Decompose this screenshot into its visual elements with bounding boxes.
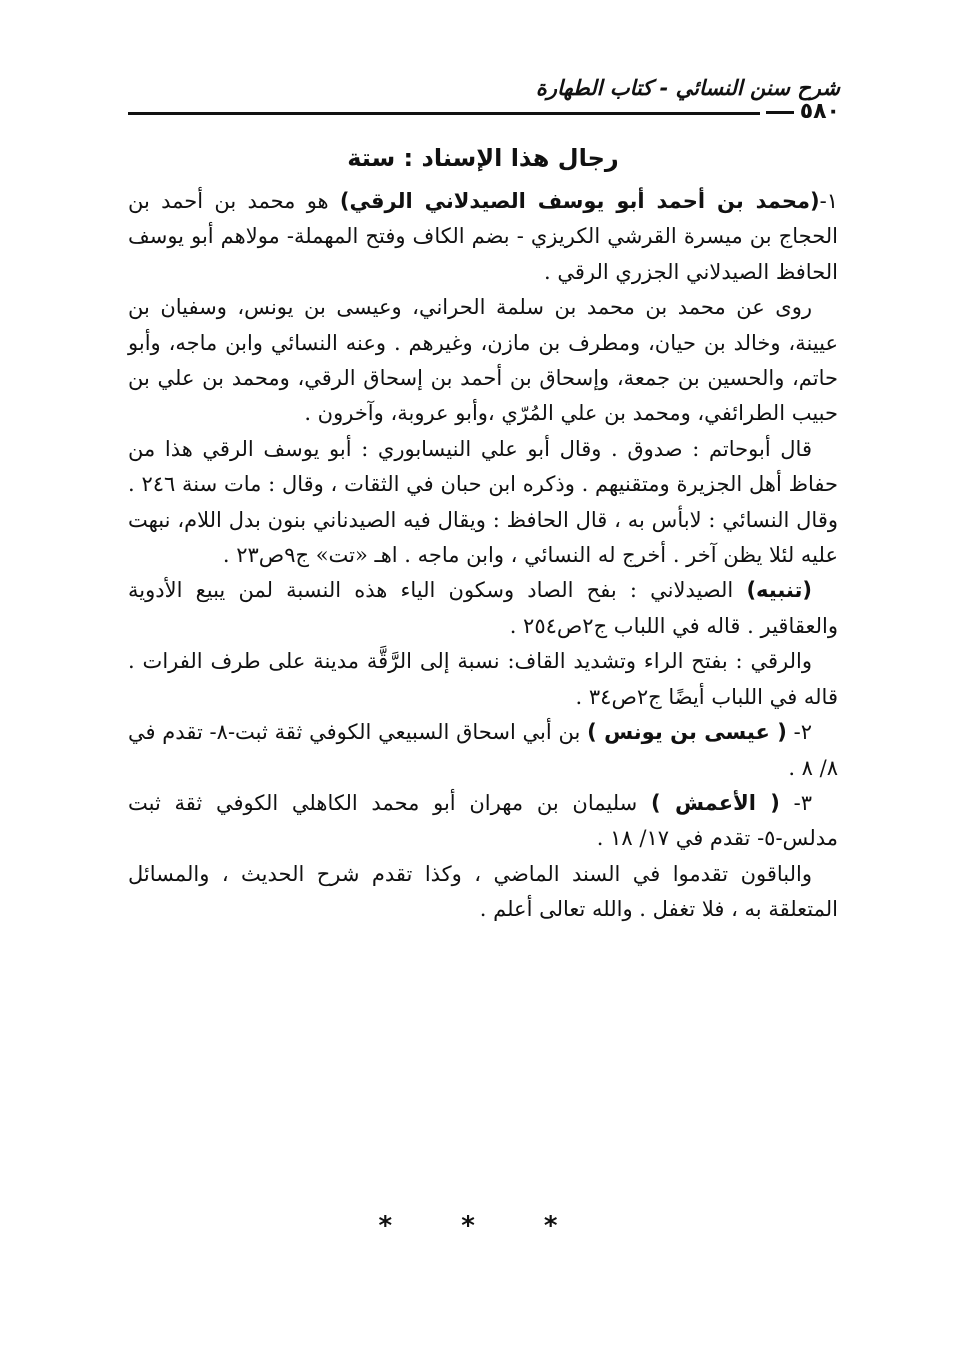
note-close-paren: ): [746, 578, 757, 603]
entry-3: [128, 786, 838, 857]
note-label: تنبيه: [756, 578, 803, 603]
note-paragraph: [128, 573, 838, 644]
end-mark: * * *: [378, 1211, 588, 1241]
page-number-value: ٥٨٠: [799, 99, 840, 124]
running-title: شرح سنن النسائي - كتاب الطهارة: [535, 76, 840, 100]
entry-2-number: ٢-: [793, 720, 812, 745]
entry-3-text: سليمان بن مهران أبو محمد الكاهلي الكوفي ثقة ثبت مدلس-٥- تقدم في ١٧/ ١٨ .: [128, 790, 838, 851]
entry-3-name: ( الأعمش ): [651, 790, 780, 815]
narrators-paragraph: روى عن محمد بن محمد بن سلمة الحراني، وعيسى بن يونس، وسفيان بن عيينة، وخالد بن حيان، ومطرف بن مازن، وغيرهم . وعنه النسائي وابن ماجه، وأبو حاتم، والحسين بن جمعة، وإسحاق بن أحمد بن إسحاق الرقي، ومحمد بن علي بن حبيب الطرائفي، ومحمد بن علي المُرّي ،وأبو عروبة، وآخرون .: [128, 295, 838, 426]
page-number: [770, 98, 840, 126]
header-rule: [128, 112, 760, 115]
entry-1-name: (محمد بن أحمد أبو يوسف الصيدلاني الرقي): [339, 189, 820, 213]
entry-2-name: ( عيسى بن يونس ): [587, 720, 787, 745]
raqqi-paragraph: والرقي : بفتح الراء وتشديد القاف: نسبة إلى الرَّقَّة مدينة على طرف الفرات . قاله في اللباب أيضًا ج٢ص٣٤ .: [128, 649, 838, 709]
entry-2: [128, 715, 838, 786]
note-open-paren: (: [802, 578, 812, 603]
body-text: [128, 184, 838, 928]
entry-1-lineage: هو محمد بن أحمد بن الحجاج بن ميسرة القرشي الكريزي - بضم الكاف وفتح المهملة- مولاهم أبو يوسف الحافظ الصيدلاني الجزري الرقي .: [128, 189, 838, 284]
page-number-dash: [766, 111, 794, 114]
entry-2-text: بن أبي اسحاق السبيعي الكوفي ثقة ثبت-٨- تقدم في ٨/ ٨ .: [128, 720, 838, 780]
section-title: رجال هذا الإسناد : ستة: [347, 144, 619, 172]
grading-paragraph: قال أبوحاتم : صدوق . وقال أبو علي النيسابوري : أبو يوسف الرقي هذا من حفاظ أهل الجزيرة ومتقنيهم . وذكره ابن حبان في الثقات ، وقال : مات سنة ٢٤٦ . وقال النسائي : لابأس به ، قال الحافظ : ويقال فيه الصيدناني بنون بدل اللام، نبهت عليه لئلا يظن آخر . أخرج له النسائي ، وابن ماجه . اهـ «تت» ج٩ص٢٣ .: [128, 436, 838, 568]
entry-3-number: ٣-: [793, 790, 812, 815]
note-text: الصيدلاني : بفح الصاد وسكون الياء هذه النسبة لمن يبيع الأدوية والعقاقير . قاله في اللباب ج٢ص٢٥٤ .: [128, 578, 838, 638]
entry-1: [128, 184, 838, 290]
closing-paragraph: والباقون تقدموا في السند الماضي ، وكذا تقدم شرح الحديث ، والمسائل المتعلقة به ، فلا تغفل . والله تعالى أعلم .: [128, 861, 838, 922]
entry-1-number: ١-: [819, 189, 838, 213]
